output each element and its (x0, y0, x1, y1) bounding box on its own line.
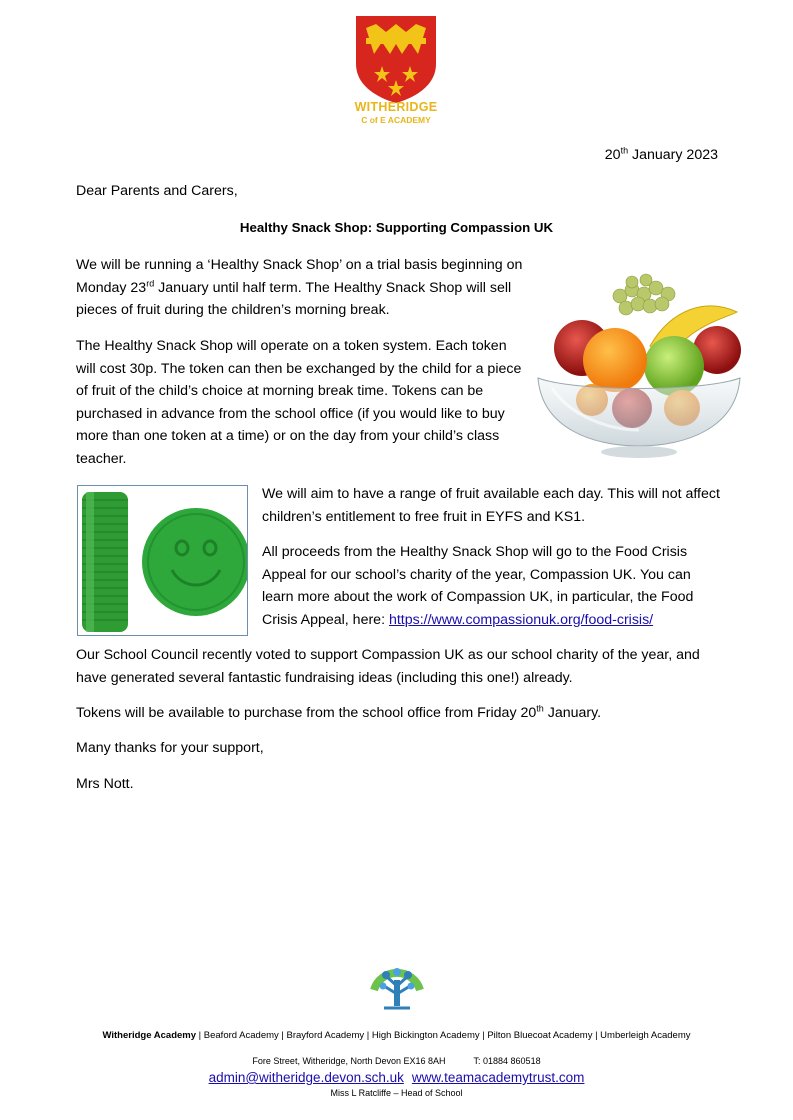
school-name: WITHERIDGE (354, 100, 438, 114)
contact-links (0, 1070, 793, 1085)
fruit-bowl-icon (532, 268, 746, 462)
trust-logo (364, 950, 430, 1016)
school-subtitle: C of E ACADEMY (361, 115, 431, 125)
paragraph-school-council: Our School Council recently voted to support Compassion UK as our school charity of the year, and have generated several fantastic fundraising ideas (including this one!) already. (76, 647, 700, 686)
paragraph-token-availability: Tokens will be available to purchase from the school office from Friday 20th January. (76, 703, 602, 721)
green-token-icon (78, 486, 248, 636)
address-line (0, 1056, 793, 1066)
paragraph-token-system: The Healthy Snack Shop will operate on a token system. Each token will cost 30p. The token can then be exchanged by the child for a piece of fruit of the child’s choice at morning break time. Tokens can be purchased in advance from the school office (if you would like to buy more than one token at a time) or on the day from your child’s class teacher. (76, 338, 522, 467)
address: Fore Street, Witheridge, North Devon EX16 8AH (252, 1056, 446, 1066)
fruit-bowl-image (532, 268, 746, 462)
paragraph-intro: We will be running a ‘Healthy Snack Shop’ on a trial basis beginning on Monday 23rd January until half term. The Healthy Snack Shop will sell pieces of fruit during the children’s morning break. (76, 257, 523, 318)
compassion-uk-link[interactable]: https://www.compassionuk.org/food-crisis/ (388, 611, 654, 628)
letter-heading: Healthy Snack Shop: Supporting Compassion UK (239, 220, 554, 235)
token-image (77, 485, 248, 636)
team-multi-academy-trust-logo (364, 950, 430, 1016)
website-link[interactable]: www.teamacademytrust.com (411, 1070, 585, 1085)
phone: T: 01884 860518 (473, 1056, 541, 1066)
email-link[interactable]: admin@witheridge.devon.sch.uk (208, 1070, 404, 1085)
paragraph-fruit-range: We will aim to have a range of fruit available each day. This will not affect children’s entitlement to free fruit in EYFS and KS1. (262, 486, 720, 525)
head-of-school: Miss L Ratcliffe – Head of School (330, 1088, 463, 1098)
signature: Mrs Nott. (76, 776, 134, 792)
paragraph-proceeds: All proceeds from the Healthy Snack Shop will go to the Food Crisis Appeal for our school’s charity of the year, Compassion UK. You can learn more about the work of Compassion UK, in particular, the Food Crisis Appeal, here: https://www.compassionuk.org/food-crisis/ (262, 544, 694, 628)
letter-date: 20th January 2023 (604, 145, 718, 163)
academy-list: Witheridge Academy | Beaford Academy | Brayford Academy | High Bickington Academy | Pilton Bluecoat Academy | Umberleigh Academy (102, 1030, 691, 1041)
greeting: Dear Parents and Carers, (76, 183, 238, 199)
school-crest-icon (352, 14, 440, 104)
closing: Many thanks for your support, (76, 740, 264, 756)
